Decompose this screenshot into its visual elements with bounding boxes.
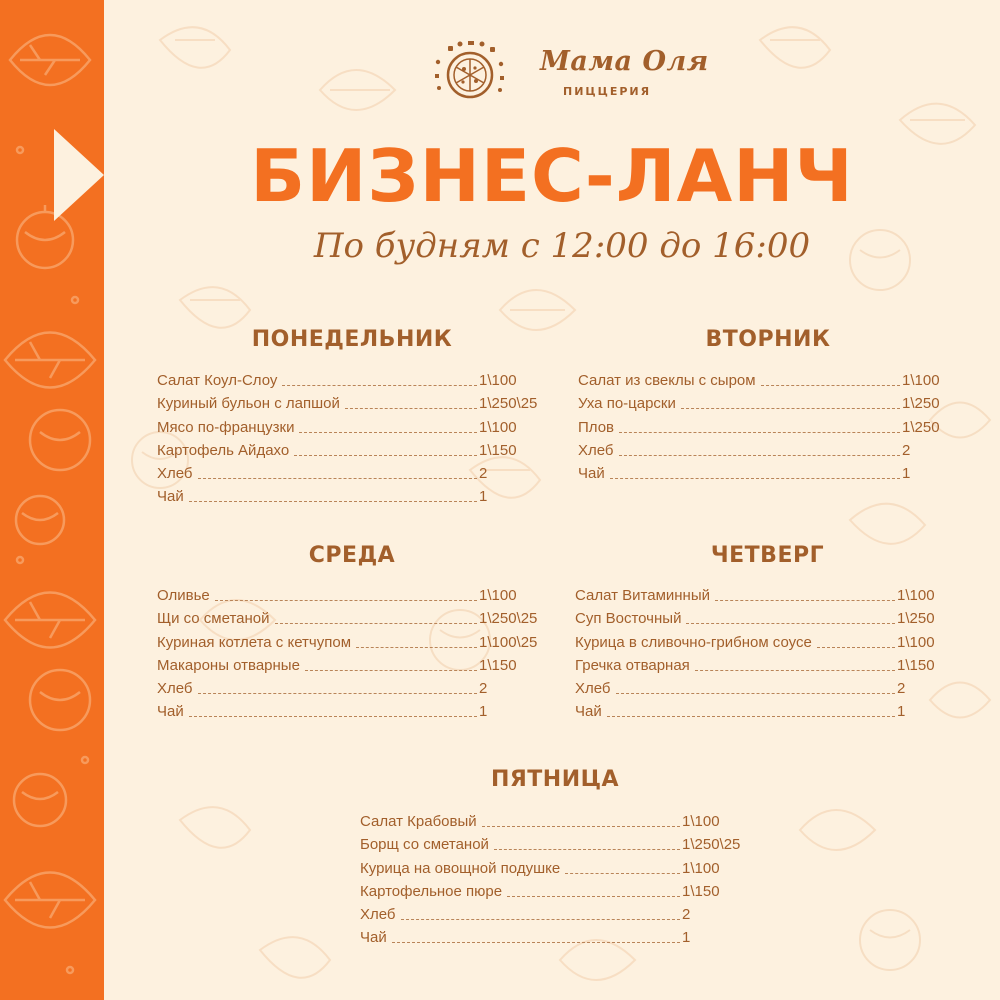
menu-item-name: Суп Восточный: [575, 610, 682, 628]
dotted-leader: [607, 716, 895, 717]
dotted-leader: [681, 408, 900, 409]
menu-item-name: Салат Витаминный: [575, 587, 710, 604]
menu-item-portion: 1\150: [479, 656, 517, 674]
menu-item-name: Хлеб: [575, 680, 611, 698]
menu-item-name: Хлеб: [578, 441, 614, 459]
menu-item-portion: 1\250: [902, 418, 940, 436]
dotted-leader: [619, 455, 900, 456]
menu-item-portion: 2: [682, 906, 691, 924]
menu-item-portion: 1\100: [479, 418, 517, 436]
menu-item-portion: 1\150: [479, 441, 517, 459]
dotted-leader: [305, 670, 477, 671]
dotted-leader: [198, 693, 477, 694]
menu-item-portion: 2: [897, 680, 906, 698]
dotted-leader: [610, 478, 900, 479]
menu-item-portion: 1\150: [682, 882, 720, 900]
dotted-leader: [482, 826, 680, 827]
menu-item-name: Оливье: [157, 587, 210, 604]
day-title-friday: ПЯТНИЦА: [490, 767, 620, 792]
day-title-tuesday: ВТОРНИК: [705, 327, 831, 352]
menu-item-name: Салат из свеклы с сыром: [578, 372, 756, 389]
menu-item-portion: 1\150: [897, 656, 935, 674]
menu-item-portion: 2: [902, 441, 911, 459]
menu-item-portion: 1\100: [897, 587, 935, 604]
page-title: БИЗНЕС-ЛАНЧ: [250, 134, 854, 218]
menu-item-portion: 1: [902, 465, 911, 483]
brand-name: Мама Оля: [540, 46, 709, 77]
menu-item-name: Куриная котлета с кетчупом: [157, 633, 352, 651]
page-subtitle: По будням с 12:00 до 16:00: [313, 226, 811, 266]
dotted-leader: [299, 432, 477, 433]
menu-item-portion: 1\250: [902, 395, 940, 413]
dotted-leader: [686, 623, 895, 624]
dotted-leader: [494, 849, 680, 850]
menu-item-portion: 2: [479, 680, 488, 698]
menu-item-name: Салат Крабовый: [360, 813, 477, 830]
menu-item-name: Мясо по-французки: [157, 418, 295, 436]
menu-item-portion: 1\250\25: [479, 395, 538, 413]
menu-item-portion: 2: [479, 465, 488, 483]
menu-item-portion: 1: [479, 703, 488, 721]
menu-item-name: Куриный бульон с лапшой: [157, 395, 340, 413]
menu-item-name: Картофель Айдахо: [157, 441, 290, 459]
dotted-leader: [507, 896, 680, 897]
menu-item-portion: 1\100: [479, 587, 517, 604]
dotted-leader: [189, 716, 477, 717]
day-title-monday: ПОНЕДЕЛЬНИК: [251, 327, 453, 352]
dotted-leader: [619, 432, 900, 433]
dotted-leader: [761, 385, 900, 386]
dotted-leader: [616, 693, 895, 694]
dotted-leader: [275, 623, 477, 624]
menu-item-name: Чай: [578, 465, 605, 483]
dotted-leader: [215, 600, 477, 601]
menu-item-name: Курица в сливочно-грибном соусе: [575, 633, 812, 651]
dotted-leader: [817, 647, 895, 648]
pizza-logo-icon: [430, 38, 520, 108]
menu-item-name: Чай: [157, 488, 184, 506]
dotted-leader: [715, 600, 895, 601]
menu-item-portion: 1\100: [902, 372, 940, 389]
dotted-leader: [401, 919, 680, 920]
menu-item-name: Плов: [578, 418, 615, 436]
menu-item-portion: 1\250\25: [682, 836, 741, 854]
brand-subtitle: ПИЦЦЕРИЯ: [563, 85, 652, 98]
menu-item-portion: 1\100: [479, 372, 517, 389]
dotted-leader: [282, 385, 477, 386]
menu-item-portion: 1\100: [682, 859, 720, 877]
dotted-leader: [392, 942, 680, 943]
dotted-leader: [695, 670, 895, 671]
menu-item-name: Хлеб: [157, 680, 193, 698]
menu-item-portion: 1\100: [682, 813, 720, 830]
menu-item-name: Салат Коул-Слоу: [157, 372, 278, 389]
dotted-leader: [294, 455, 477, 456]
day-title-wednesday: СРЕДА: [308, 543, 396, 568]
menu-item-name: Хлеб: [360, 906, 396, 924]
menu-item-name: Щи со сметаной: [157, 610, 270, 628]
menu-item-name: Макароны отварные: [157, 656, 300, 674]
dotted-leader: [565, 873, 680, 874]
menu-item-portion: 1\100\25: [479, 633, 538, 651]
menu-item-name: Курица на овощной подушке: [360, 859, 561, 877]
menu-item-name: Уха по-царски: [578, 395, 676, 413]
menu-item-portion: 1: [682, 929, 691, 947]
dotted-leader: [198, 478, 477, 479]
menu-item-name: Чай: [157, 703, 184, 721]
menu-item-portion: 1: [897, 703, 906, 721]
dotted-leader: [345, 408, 477, 409]
menu-item-portion: 1\100: [897, 633, 935, 651]
menu-item-portion: 1\250\25: [479, 610, 538, 628]
menu-item-portion: 1\250: [897, 610, 935, 628]
menu-item-name: Хлеб: [157, 465, 193, 483]
dotted-leader: [189, 501, 477, 502]
menu-item-name: Картофельное пюре: [360, 882, 503, 900]
menu-item-name: Чай: [575, 703, 602, 721]
menu-item-portion: 1: [479, 488, 488, 506]
menu-item-name: Борщ со сметаной: [360, 836, 489, 854]
dotted-leader: [356, 647, 477, 648]
menu-item-name: Чай: [360, 929, 387, 947]
menu-item-name: Гречка отварная: [575, 656, 690, 674]
day-title-thursday: ЧЕТВЕРГ: [710, 543, 825, 568]
